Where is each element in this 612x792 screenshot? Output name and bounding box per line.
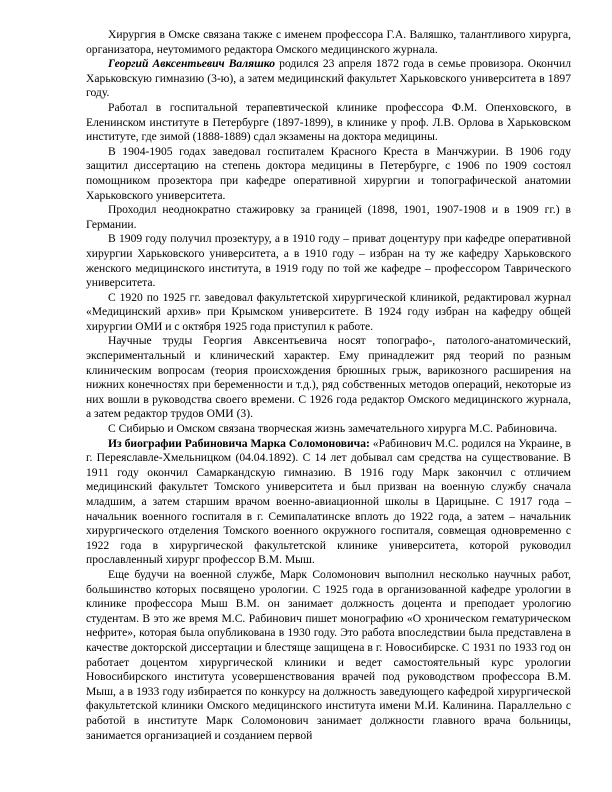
paragraph-text: Проходил неоднократно стажировку за границей (1898, 1901, 1907-1908 и в 1909 гг.) в Германии. [86,203,571,231]
paragraph-rabinovich-biography [86,437,571,568]
paragraph-text: С 1920 по 1925 гг. заведовал факультетской хирургической клиникой, редактировал журнал «Медицинский архив» при Крымском университете. В 1924 году избран на кафедру общей хирургии ОМИ и с октября 1925 года приступил к работе. [86,290,571,333]
paragraph-valyashko-research [86,334,571,422]
paragraph-text: Еще будучи на военной службе, Марк Соломонович выполнил несколько научных работ, большинство которых посвящено урологии. С 1925 года в организованной кафедре урологии в клинике профессора Мыш В.М. он занимает должность доцента и преподает урологию студентам. В это же время М.С. Рабинович пишет монографию «О хроническом гематурическом нефрите», которая была опубликована в 1930 году. Это работа впоследствии была представлена в качестве докторской диссертации и блестяще защищена в г. Новосибирске. С 1931 по 1933 год он работает доцентом хирургической клиники и ведет самостоятельный курс урологии Новосибирского института усовершенствования врачей под руководством профессора В.М. Мыш, а в 1933 году избирается по конкурсу на должность заведующего кафедрой хирургической факультетской клиники Омского медицинского института имени М.И. Калинина. Параллельно с работой в институте Марк Соломонович занимает должности главного врача больницы, занимается организацией и созданием первой [86,567,571,742]
person-name-valyashko: Георгий Авксентьевич Валяшко [108,57,276,71]
paragraph-text: «Рабинович М.С. родился на Украине, в г. Переяславле-Хмельницком (04.04.1892). С 14 лет добывал сам средства на существование. В 1911 году окончил Самаркандскую гимназию. В 1916 году Марк закончил с отличием медицинский факультет Томского университета и был призван на военную службу сначала младшим, а затем старшим врачом военно-авиационной школы в Царицыне. С 1917 года – начальник военного госпиталя в г. Семипалатинске вплоть до 1922 года, а затем – начальник хирургического отделения Томского военного окружного госпиталя, совмещая одновременно с 1922 года в хирургической факультетской клинике университета, которой руководил прославленный хирург профессор В.М. Мыш. [86,436,571,567]
paragraph-text: В 1909 году получил прозектуру, а в 1910 году – приват доцентуру при кафедре оперативной хирургии Харьковского университета, а в 1910 году – избран на ту же кафедру Харьковского женского медицинского института, в 1919 году по той же кафедре – профессором Таврического университета. [86,232,571,290]
paragraph-text: Научные труды Георгия Авксентьевича носят топографо-, патолого-анатомический, экспериментальный и клинический характер. Ему принадлежит ряд теорий по разным клиническим вопросам (теория происхождения брюшных грыж, варикозного расширения на нижних конечностях при беременности и т.д.), ряд собственных методов операций, некоторые из них вошли в руководства своего времени. С 1926 года редактор Омского медицинского журнала, а затем редактор трудов ОМИ (3). [86,334,571,421]
paragraph-valyashko-internship [86,203,571,232]
paragraph-valyashko-birth [86,57,571,101]
paragraph-valyashko-1904 [86,145,571,203]
paragraph-text: С Сибирью и Омском связана творческая жизнь замечательного хирурга М.С. Рабиновича. [108,422,558,436]
paragraph-intro [86,28,571,57]
paragraph-valyashko-1920 [86,291,571,335]
paragraph-text: родился 23 апреля 1872 года в семье провизора. Окончил Харьковскую гимназию (3-ю), а затем медицинский факультет Харьковского университета в 1897 году. [86,57,571,100]
document-page [86,28,571,743]
paragraph-valyashko-work [86,101,571,145]
paragraph-text: Хирургия в Омске связана также с именем профессора Г.А. Валяшко, талантливого хирурга, организатора, неутомимого редактора Омского медицинского журнала. [86,28,571,56]
paragraph-rabinovich-career [86,568,571,743]
paragraph-valyashko-1909 [86,232,571,290]
paragraph-rabinovich-intro [86,422,571,437]
paragraph-text: В 1904-1905 годах заведовал госпиталем Красного Креста в Манчжурии. В 1906 году защитил диссертацию на степень доктора медицины в Петербурге, с 1906 по 1909 состоял помощником прозектора при кафедре оперативной хирургии и топографической анатомии Харьковского университета. [86,144,571,202]
biography-heading: Из биографии Рабиновича Марка Соломоновича: [108,436,370,450]
paragraph-text: Работал в госпитальной терапевтической клинике профессора Ф.М. Опенховского, в Еленинском институте в Петербурге (1897-1899), в клинике у проф. Л.В. Орлова в Харьковском институте, где зимой (1888-1889) сдал экзамены на доктора медицины. [86,100,571,144]
